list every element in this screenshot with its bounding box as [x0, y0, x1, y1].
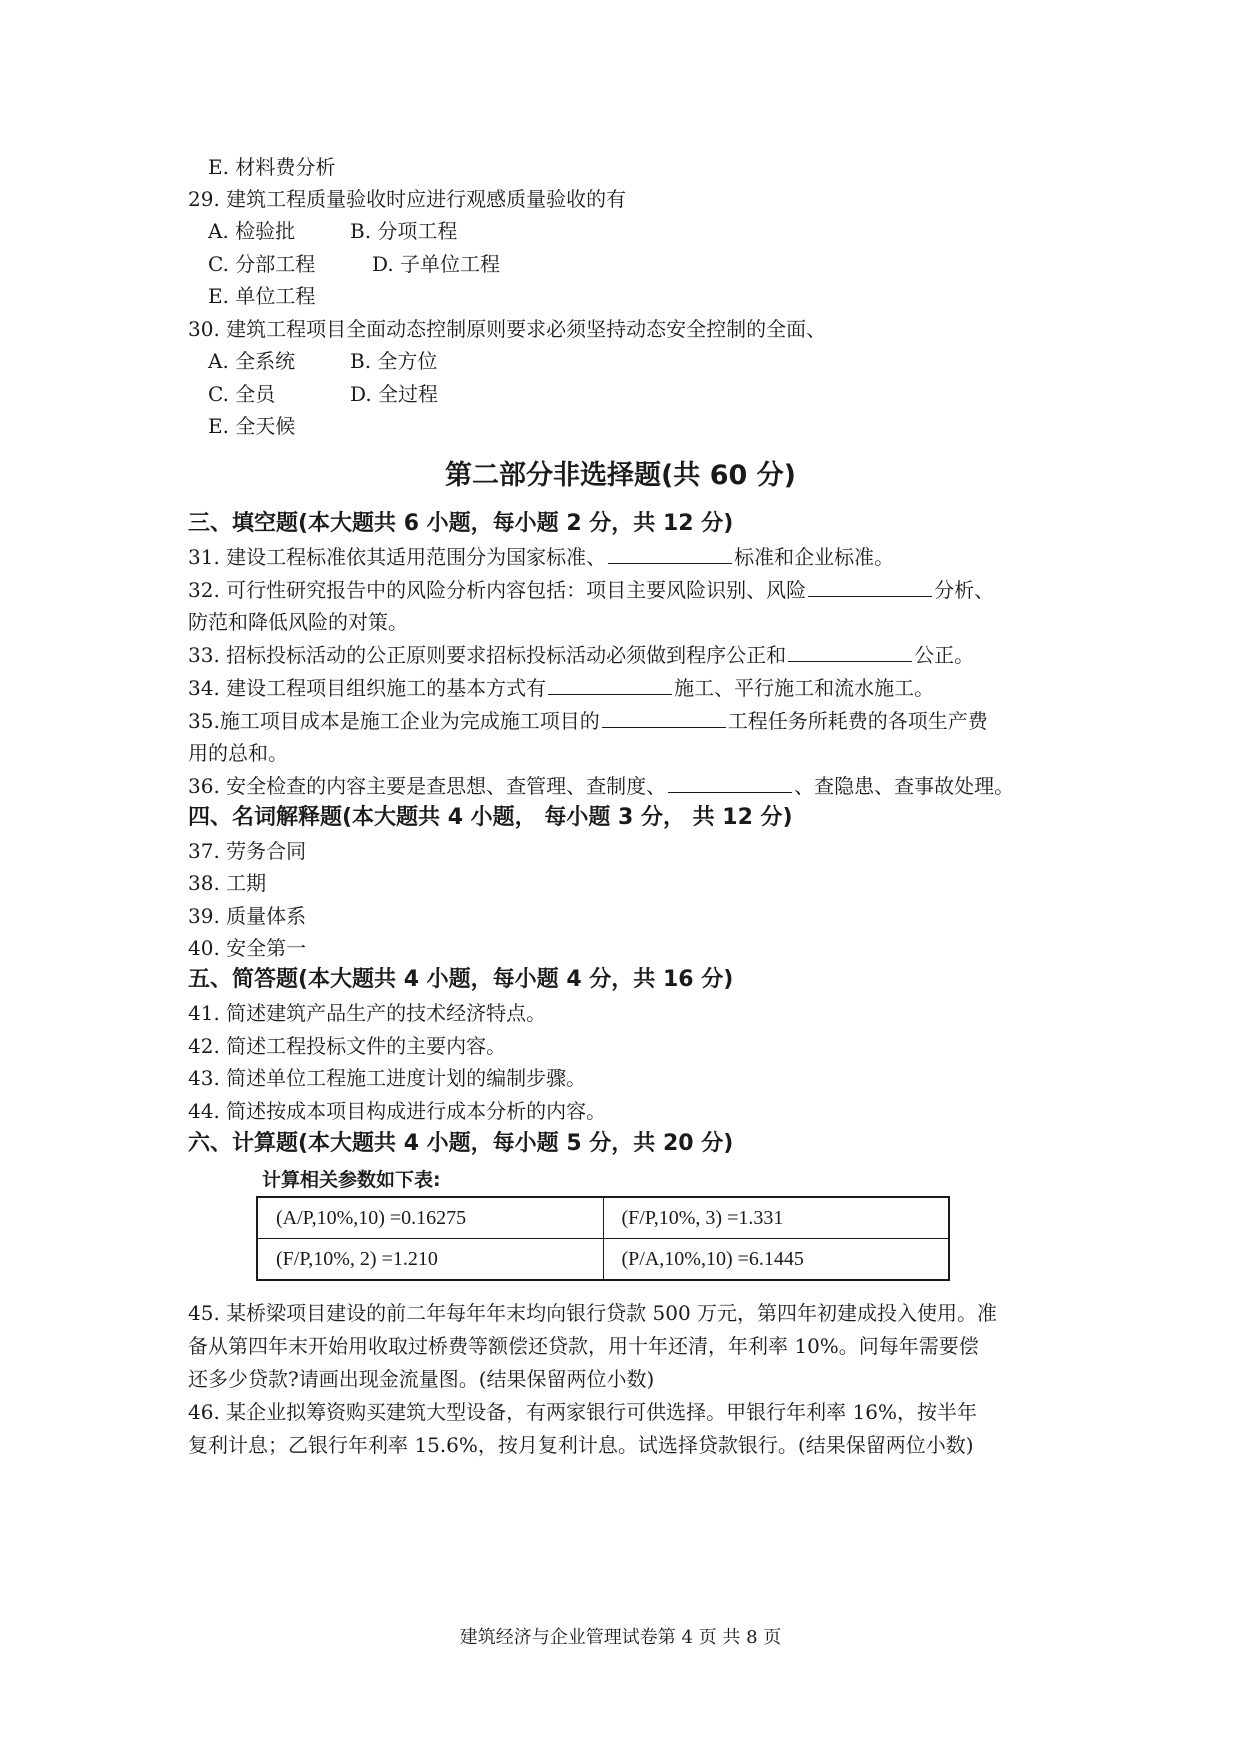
- q33: [188, 642, 974, 668]
- param-cell: (P/A,10%,10) =6.1445: [603, 1239, 949, 1281]
- q36: [188, 773, 1014, 799]
- q34: [188, 675, 934, 701]
- q35-continued: 用的总和。: [188, 741, 288, 765]
- q29-stem: 29. 建筑工程质量验收时应进行观感质量验收的有: [188, 187, 627, 211]
- q33-text-a: 33. 招标投标活动的公正原则要求招标投标活动必须做到程序公正和: [188, 643, 787, 667]
- q29-option-c: C. 分部工程: [208, 252, 316, 276]
- param-cell: (F/P,10%, 2) =1.210: [257, 1239, 603, 1281]
- q34-text-b: 施工、平行施工和流水施工。: [674, 676, 935, 700]
- q31-text-a: 31. 建设工程标准依其适用范围分为国家标准、: [188, 545, 607, 569]
- q41: 41. 简述建筑产品生产的技术经济特点。: [188, 1001, 547, 1025]
- q30-option-d: D. 全过程: [350, 382, 439, 406]
- q29-option-a: A. 检验批: [208, 219, 296, 243]
- param-table: [256, 1196, 950, 1281]
- q32-text-b: 分析、: [934, 578, 995, 602]
- section3-title: 三、填空题(本大题共 6 小题，每小题 2 分，共 12 分): [188, 511, 734, 536]
- param-table-row: [257, 1197, 949, 1239]
- q44: 44. 简述按成本项目构成进行成本分析的内容。: [188, 1099, 607, 1123]
- q30-option-b: B. 全方位: [350, 349, 438, 373]
- q43: 43. 简述单位工程施工进度计划的编制步骤。: [188, 1066, 587, 1090]
- q35-text-b: 工程任务所耗费的各项生产费: [727, 709, 988, 733]
- q30-stem: 30. 建筑工程项目全面动态控制原则要求必须坚持动态安全控制的全面、: [188, 317, 827, 341]
- q31-blank: [608, 545, 732, 564]
- q35-text-a: 35.施工项目成本是施工企业为完成施工项目的: [188, 709, 600, 733]
- q38: 38. 工期: [188, 871, 267, 895]
- section6-title: 六、计算题(本大题共 4 小题，每小题 5 分，共 20 分): [188, 1131, 734, 1156]
- q45-line-3: 还多少贷款?请画出现金流量图。(结果保留两位小数): [188, 1367, 655, 1391]
- q46-line-1: 46. 某企业拟筹资购买建筑大型设备，有两家银行可供选择。甲银行年利率 16%，按半年: [188, 1400, 977, 1424]
- q29-option-b: B. 分项工程: [350, 219, 458, 243]
- q40: 40. 安全第一: [188, 936, 307, 960]
- q31-text-b: 标准和企业标准。: [734, 545, 895, 569]
- q36-text-a: 36. 安全检查的内容主要是查思想、查管理、查制度、: [188, 774, 667, 798]
- q30-option-a: A. 全系统: [208, 349, 296, 373]
- q30-option-e: E. 全天候: [208, 414, 296, 438]
- q34-text-a: 34. 建设工程项目组织施工的基本方式有: [188, 676, 547, 700]
- q29-option-e: E. 单位工程: [208, 284, 316, 308]
- q32: [188, 577, 994, 603]
- q30-option-c: C. 全员: [208, 382, 276, 406]
- q45-line-1: 45. 某桥梁项目建设的前二年每年年末均向银行贷款 500 万元，第四年初建成投入使用。准: [188, 1301, 998, 1325]
- param-table-row: [257, 1239, 949, 1281]
- q31: [188, 544, 894, 570]
- q46-line-2: 复利计息；乙银行年利率 15.6%，按月复利计息。试选择贷款银行。(结果保留两位小数): [188, 1433, 974, 1457]
- q39: 39. 质量体系: [188, 904, 307, 928]
- q35: [188, 708, 988, 734]
- q45-line-2: 备从第四年末开始用收取过桥费等额偿还贷款，用十年还清，年利率 10%。问每年需要偿: [188, 1334, 979, 1358]
- q33-blank: [788, 643, 912, 662]
- q36-blank: [668, 774, 792, 793]
- q33-text-b: 公正。: [914, 643, 975, 667]
- q37: 37. 劳务合同: [188, 839, 307, 863]
- section5-title: 五、简答题(本大题共 4 小题，每小题 4 分，共 16 分): [188, 967, 734, 992]
- param-table-caption: 计算相关参数如下表:: [262, 1169, 441, 1191]
- param-cell: (A/P,10%,10) =0.16275: [257, 1197, 603, 1239]
- q32-text-a: 32. 可行性研究报告中的风险分析内容包括：项目主要风险识别、风险: [188, 578, 807, 602]
- q28-option-e: E. 材料费分析: [208, 155, 336, 179]
- section4-title: 四、名词解释题(本大题共 4 小题， 每小题 3 分， 共 12 分): [188, 805, 793, 830]
- q32-blank: [808, 578, 932, 597]
- param-cell: (F/P,10%, 3) =1.331: [603, 1197, 949, 1239]
- q32-continued: 防范和降低风险的对策。: [188, 610, 408, 634]
- page-footer: 建筑经济与企业管理试卷第 4 页 共 8 页: [459, 1627, 782, 1648]
- q34-blank: [548, 676, 672, 695]
- q36-text-b: 、查隐患、查事故处理。: [794, 774, 1015, 798]
- q35-blank: [602, 709, 726, 728]
- q42: 42. 简述工程投标文件的主要内容。: [188, 1034, 507, 1058]
- q29-option-d: D. 子单位工程: [372, 252, 501, 276]
- part2-title: 第二部分非选择题(共 60 分): [444, 460, 797, 491]
